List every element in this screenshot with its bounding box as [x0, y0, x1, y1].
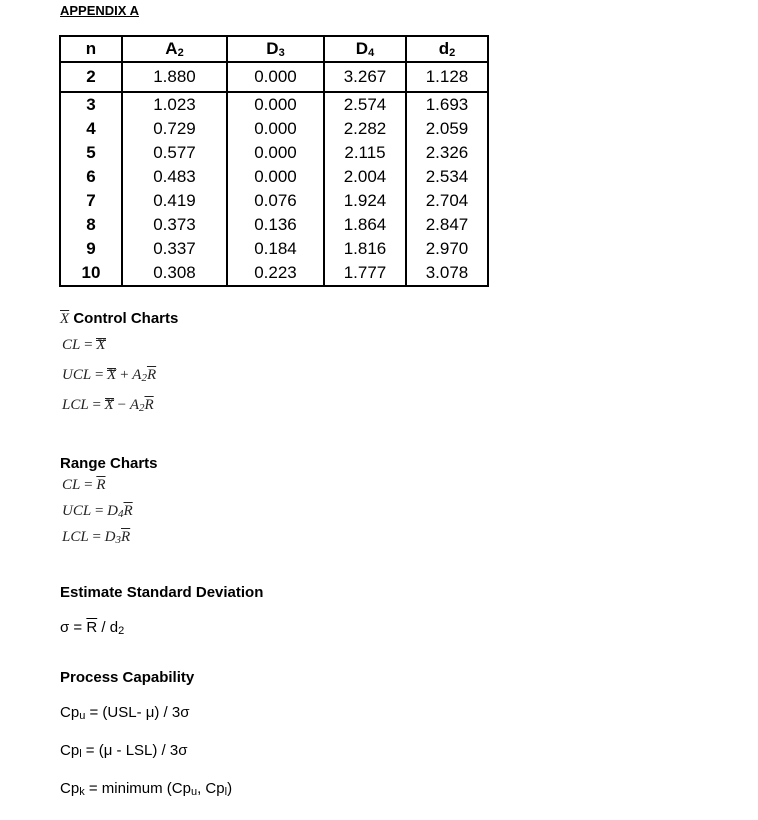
cell-a2: 0.337 — [122, 237, 227, 261]
table-row — [60, 189, 488, 213]
cell-d4: 2.282 — [324, 117, 406, 141]
range-ucl-formula: UCL = $D4\overline{R}$ — [62, 503, 133, 520]
cell-a2: 0.729 — [122, 117, 227, 141]
cell-d4: 2.574 — [324, 92, 406, 117]
cell-a2: 0.308 — [122, 261, 227, 286]
cell-n: 6 — [60, 165, 122, 189]
cell-n: 8 — [60, 213, 122, 237]
capability-section-title: Process Capability — [60, 669, 195, 686]
cell-d3: 0.136 — [227, 213, 324, 237]
cell-n: 4 — [60, 117, 122, 141]
cell-d2-small: 2.534 — [406, 165, 488, 189]
cell-d3: 0.076 — [227, 189, 324, 213]
cell-d4: 3.267 — [324, 62, 406, 92]
cell-a2: 0.373 — [122, 213, 227, 237]
cell-n: 3 — [60, 92, 122, 117]
cell-n: 7 — [60, 189, 122, 213]
cell-a2: 1.880 — [122, 62, 227, 92]
cell-d3: 0.000 — [227, 165, 324, 189]
header-n: n — [60, 36, 122, 62]
cpu-formula: Cpu = (USL- μ) / 3σ — [60, 704, 190, 722]
header-d4: $D_4$ — [324, 36, 406, 62]
std-dev-section-title: Estimate Standard Deviation — [60, 584, 264, 601]
xbar-cl-formula: CL = X — [62, 337, 106, 353]
table-row — [60, 92, 488, 117]
table-row — [60, 237, 488, 261]
cell-d4: 1.864 — [324, 213, 406, 237]
cell-d4: 2.004 — [324, 165, 406, 189]
cell-d2-small: 2.704 — [406, 189, 488, 213]
table-row — [60, 261, 488, 286]
cell-n: 5 — [60, 141, 122, 165]
table-row — [60, 165, 488, 189]
table-row — [60, 62, 488, 92]
xbar-title-text: Control Charts — [69, 310, 179, 327]
header-a2: $A_2$ — [122, 36, 227, 62]
cell-a2: 1.023 — [122, 92, 227, 117]
xbar-ucl-formula: UCL = $X + A2\overline{R}$ — [62, 367, 157, 384]
range-section-title: Range Charts — [60, 455, 158, 472]
cell-d4: 2.115 — [324, 141, 406, 165]
cell-d2-small: 2.847 — [406, 213, 488, 237]
table-row — [60, 141, 488, 165]
table-row — [60, 117, 488, 141]
cell-d3: 0.223 — [227, 261, 324, 286]
cell-d4: 1.777 — [324, 261, 406, 286]
header-d2-small: $d_2$ — [406, 36, 488, 62]
cell-d3: 0.000 — [227, 62, 324, 92]
cell-d2-small: 2.326 — [406, 141, 488, 165]
cell-d2-small: 2.059 — [406, 117, 488, 141]
cell-d3: 0.000 — [227, 92, 324, 117]
std-dev-formula: $\sigma = \overline{R} / d2$ — [60, 619, 125, 637]
cell-d2-small: 2.970 — [406, 237, 488, 261]
cell-d4: 1.924 — [324, 189, 406, 213]
cpk-formula: Cpk = minimum (Cpu, Cpl) — [60, 780, 233, 798]
control-chart-constants-table — [59, 35, 489, 287]
cell-d3: 0.000 — [227, 117, 324, 141]
cell-d4: 1.816 — [324, 237, 406, 261]
cell-a2: 0.419 — [122, 189, 227, 213]
cell-d2-small: 3.078 — [406, 261, 488, 286]
cell-n: 9 — [60, 237, 122, 261]
cell-n: 2 — [60, 62, 122, 92]
cell-n: 10 — [60, 261, 122, 286]
table-row — [60, 213, 488, 237]
cell-d2-small: 1.128 — [406, 62, 488, 92]
range-cl-formula: CL = $\overline{R}$ — [62, 477, 106, 493]
xbar-section-title — [60, 310, 178, 328]
cell-a2: 0.577 — [122, 141, 227, 165]
cell-d2-small: 1.693 — [406, 92, 488, 117]
cell-a2: 0.483 — [122, 165, 227, 189]
appendix-title: APPENDIX A — [60, 3, 139, 18]
xbar-symbol: $\overline{X}$ — [60, 311, 70, 327]
table-header-row — [60, 36, 488, 62]
cell-d3: 0.000 — [227, 141, 324, 165]
xbar-lcl-formula: LCL = $X - A2\overline{R}$ — [62, 397, 154, 414]
range-lcl-formula: LCL = $D3\overline{R}$ — [62, 529, 131, 546]
cpl-formula: Cpl = (μ - LSL) / 3σ — [60, 742, 188, 760]
cell-d3: 0.184 — [227, 237, 324, 261]
header-d3: $D_3$ — [227, 36, 324, 62]
